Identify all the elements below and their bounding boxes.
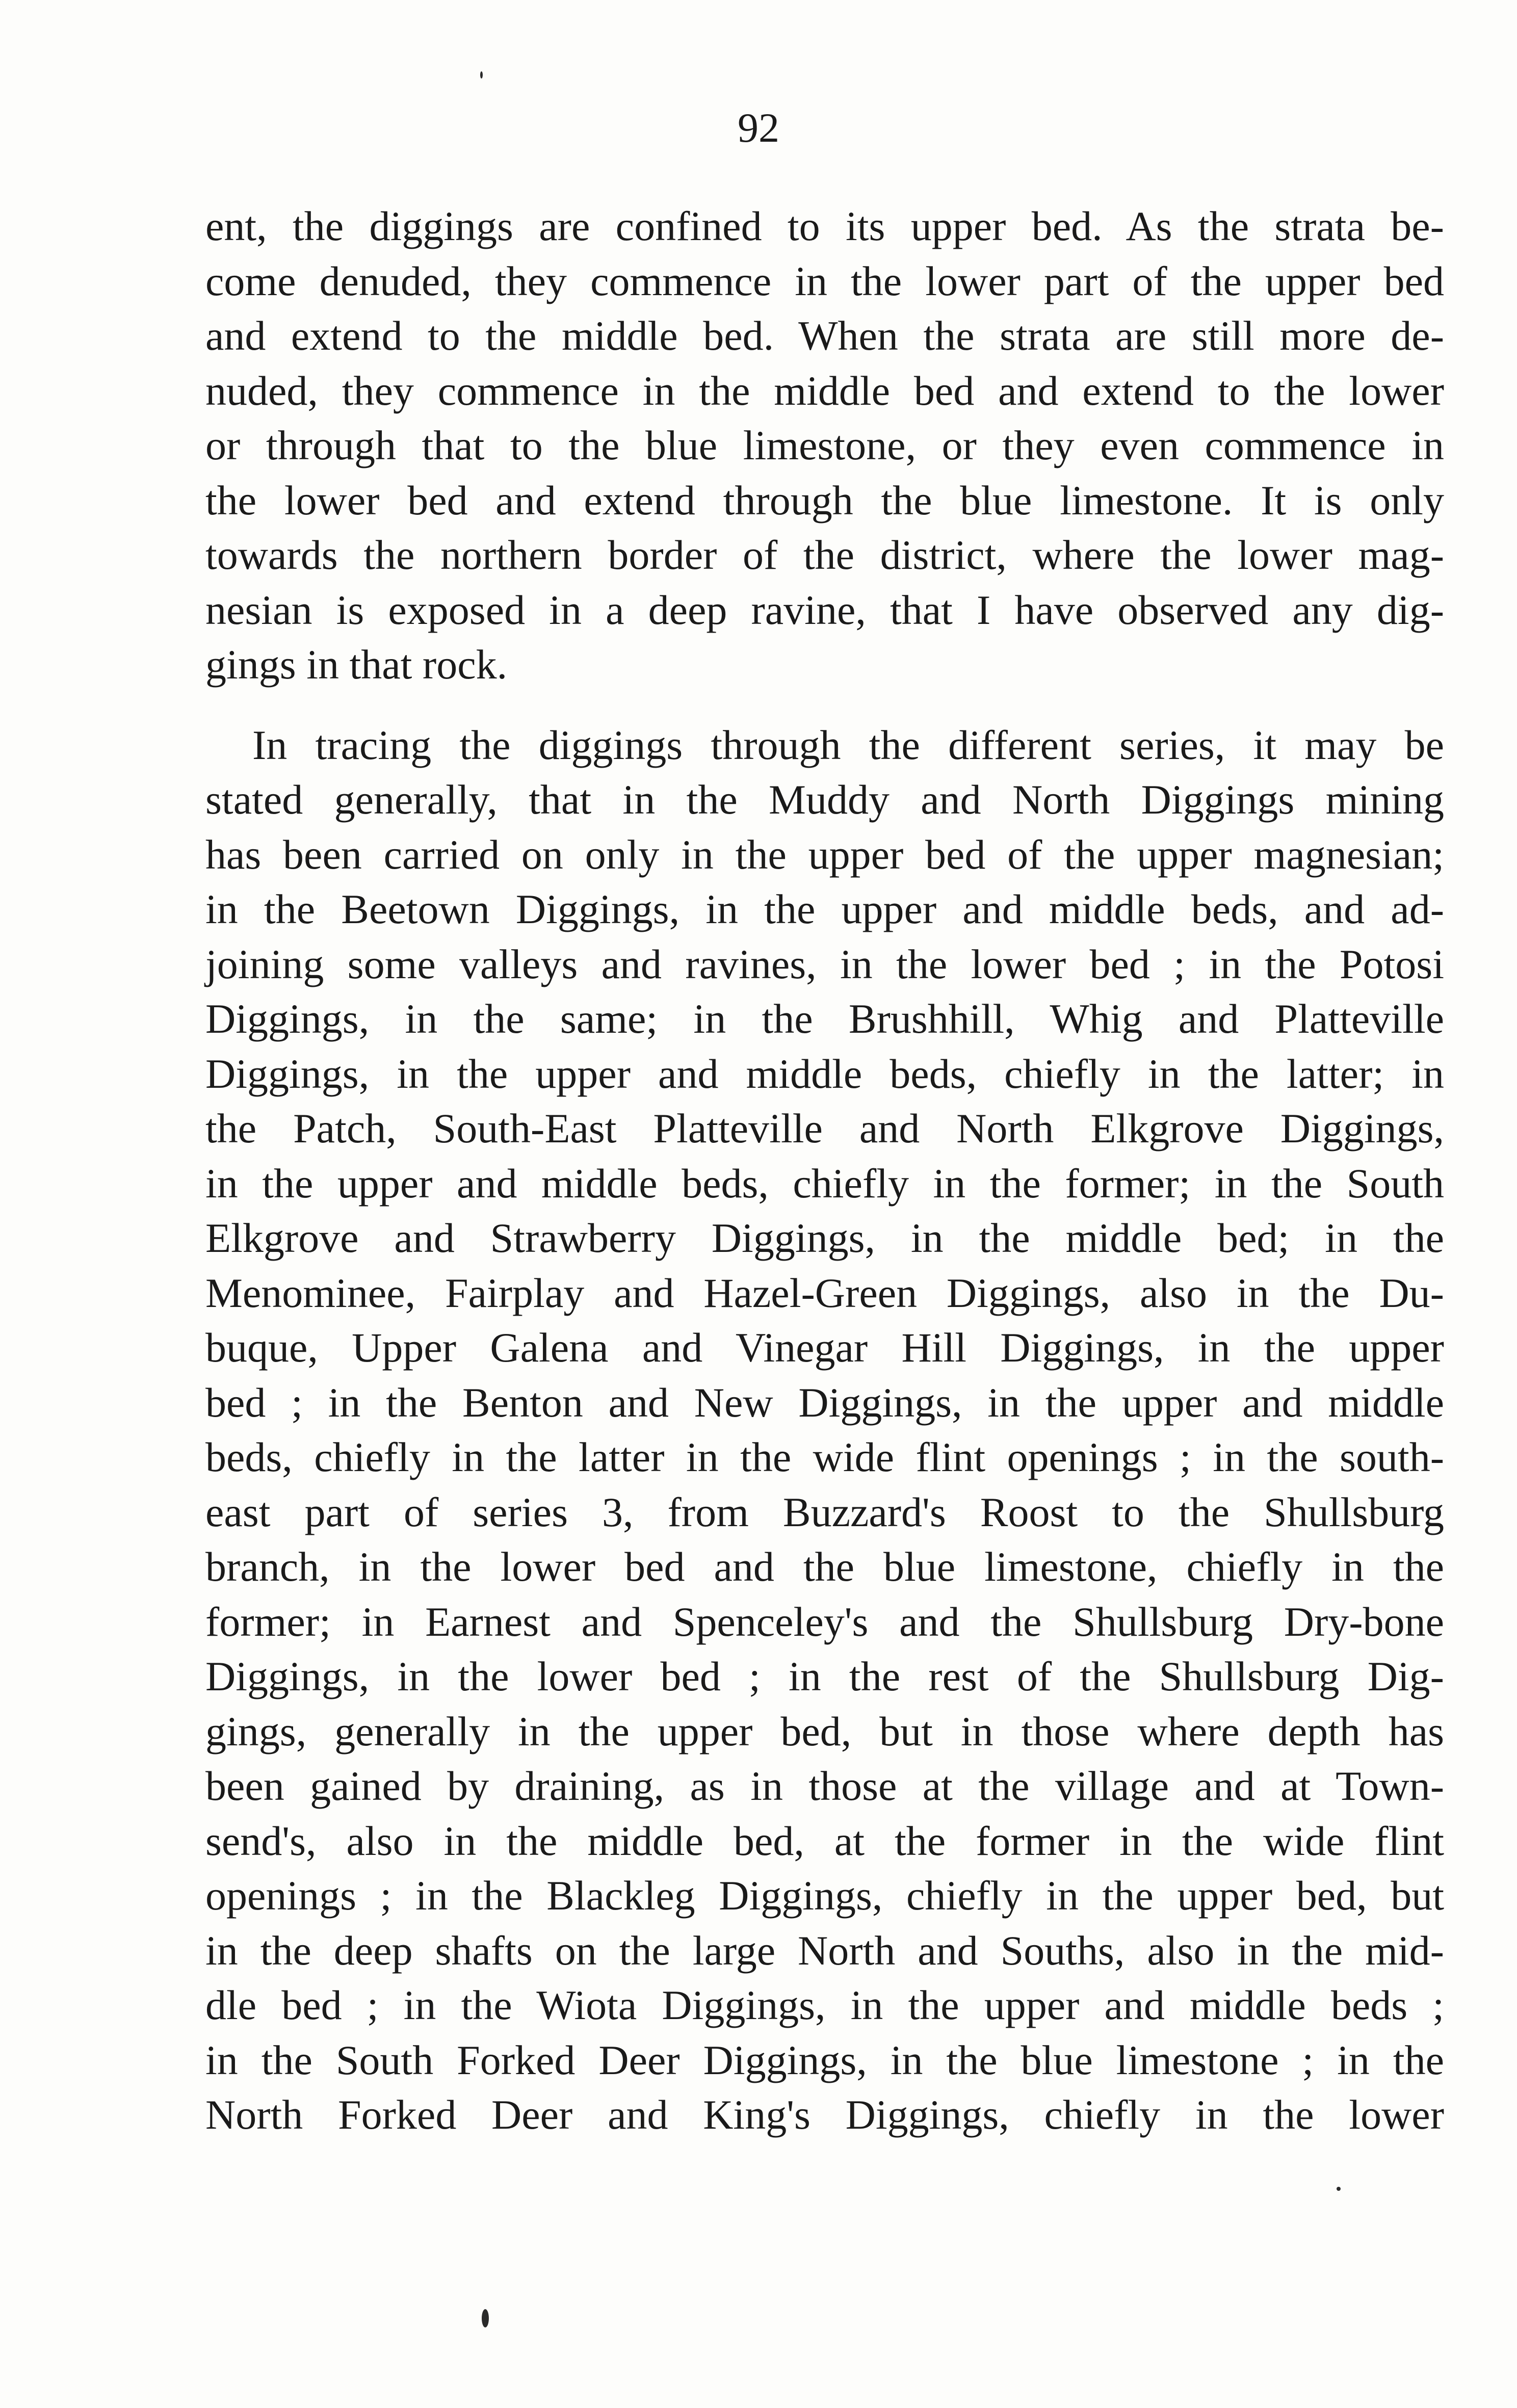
scan-speck bbox=[482, 2309, 489, 2327]
text-line: or through that to the blue limestone, or they even commence in bbox=[205, 422, 1444, 468]
scan-speck bbox=[1337, 2187, 1341, 2191]
text-line: nuded, they commence in the middle bed and extend to the lower bbox=[205, 367, 1444, 414]
scan-speck bbox=[480, 71, 483, 78]
text-line: Elkgrove and Strawberry Diggings, in the middle bed; in the bbox=[205, 1215, 1444, 1261]
text-line: ent, the diggings are confined to its upper bed. As the strata be- bbox=[205, 203, 1444, 249]
text-line: former; in Earnest and Spenceley's and the Shullsburg Dry-bone bbox=[205, 1598, 1444, 1645]
text-line: the lower bed and extend through the blue limestone. It is only bbox=[205, 477, 1444, 524]
text-line: east part of series 3, from Buzzard's Roost to the Shullsburg bbox=[205, 1488, 1444, 1535]
text-line: dle bed ; in the Wiota Diggings, in the upper and middle beds ; bbox=[205, 1982, 1444, 2028]
text-line: beds, chiefly in the latter in the wide flint openings ; in the south- bbox=[205, 1434, 1444, 1480]
text-line: in the upper and middle beds, chiefly in the former; in the South bbox=[205, 1160, 1444, 1207]
text-line: Diggings, in the same; in the Brushhill, Whig and Platteville bbox=[205, 996, 1444, 1042]
paragraph bbox=[205, 199, 1444, 692]
text-line: nesian is exposed in a deep ravine, that I have observed any dig- bbox=[205, 586, 1444, 633]
text-line: gings in that rock. bbox=[205, 641, 508, 688]
text-line: bed ; in the Benton and New Diggings, in the upper and middle bbox=[205, 1379, 1444, 1426]
text-line: Diggings, in the lower bed ; in the rest of the Shullsburg Dig- bbox=[205, 1653, 1444, 1699]
text-line: North Forked Deer and King's Diggings, chiefly in the lower bbox=[205, 2091, 1444, 2138]
text-line: Menominee, Fairplay and Hazel-Green Diggings, also in the Du- bbox=[205, 1269, 1444, 1316]
text-line: has been carried on only in the upper bed of the upper magnesian; bbox=[205, 831, 1444, 878]
text-line: in the deep shafts on the large North and Souths, also in the mid- bbox=[205, 1927, 1444, 1974]
text-line: been gained by draining, as in those at the village and at Town- bbox=[205, 1763, 1444, 1809]
page-number: 92 bbox=[738, 104, 779, 151]
text-line: branch, in the lower bed and the blue limestone, chiefly in the bbox=[205, 1543, 1444, 1590]
text-line: buque, Upper Galena and Vinegar Hill Diggings, in the upper bbox=[205, 1324, 1444, 1371]
text-line: joining some valleys and ravines, in the lower bed ; in the Potosi bbox=[205, 940, 1444, 987]
text-line: in the South Forked Deer Diggings, in the blue limestone ; in the bbox=[205, 2036, 1444, 2083]
text-line: Diggings, in the upper and middle beds, chiefly in the latter; in bbox=[205, 1050, 1444, 1097]
body-text bbox=[205, 199, 1444, 2142]
text-line: towards the northern border of the district, where the lower mag- bbox=[205, 532, 1444, 578]
text-line: stated generally, that in the Muddy and North Diggings mining bbox=[205, 776, 1444, 823]
text-line: and extend to the middle bed. When the strata are still more de- bbox=[205, 312, 1444, 359]
text-line: In tracing the diggings through the different series, it may be bbox=[252, 721, 1444, 768]
text-line: send's, also in the middle bed, at the former in the wide flint bbox=[205, 1817, 1444, 1864]
paragraph bbox=[205, 718, 1444, 2142]
text-line: the Patch, South-East Platteville and North Elkgrove Diggings, bbox=[205, 1105, 1444, 1151]
text-line: come denuded, they commence in the lower part of the upper bed bbox=[205, 257, 1444, 304]
text-line: gings, generally in the upper bed, but in those where depth has bbox=[205, 1708, 1444, 1755]
text-line: in the Beetown Diggings, in the upper and middle beds, and ad- bbox=[205, 886, 1444, 932]
text-line: openings ; in the Blackleg Diggings, chiefly in the upper bed, but bbox=[205, 1872, 1444, 1919]
